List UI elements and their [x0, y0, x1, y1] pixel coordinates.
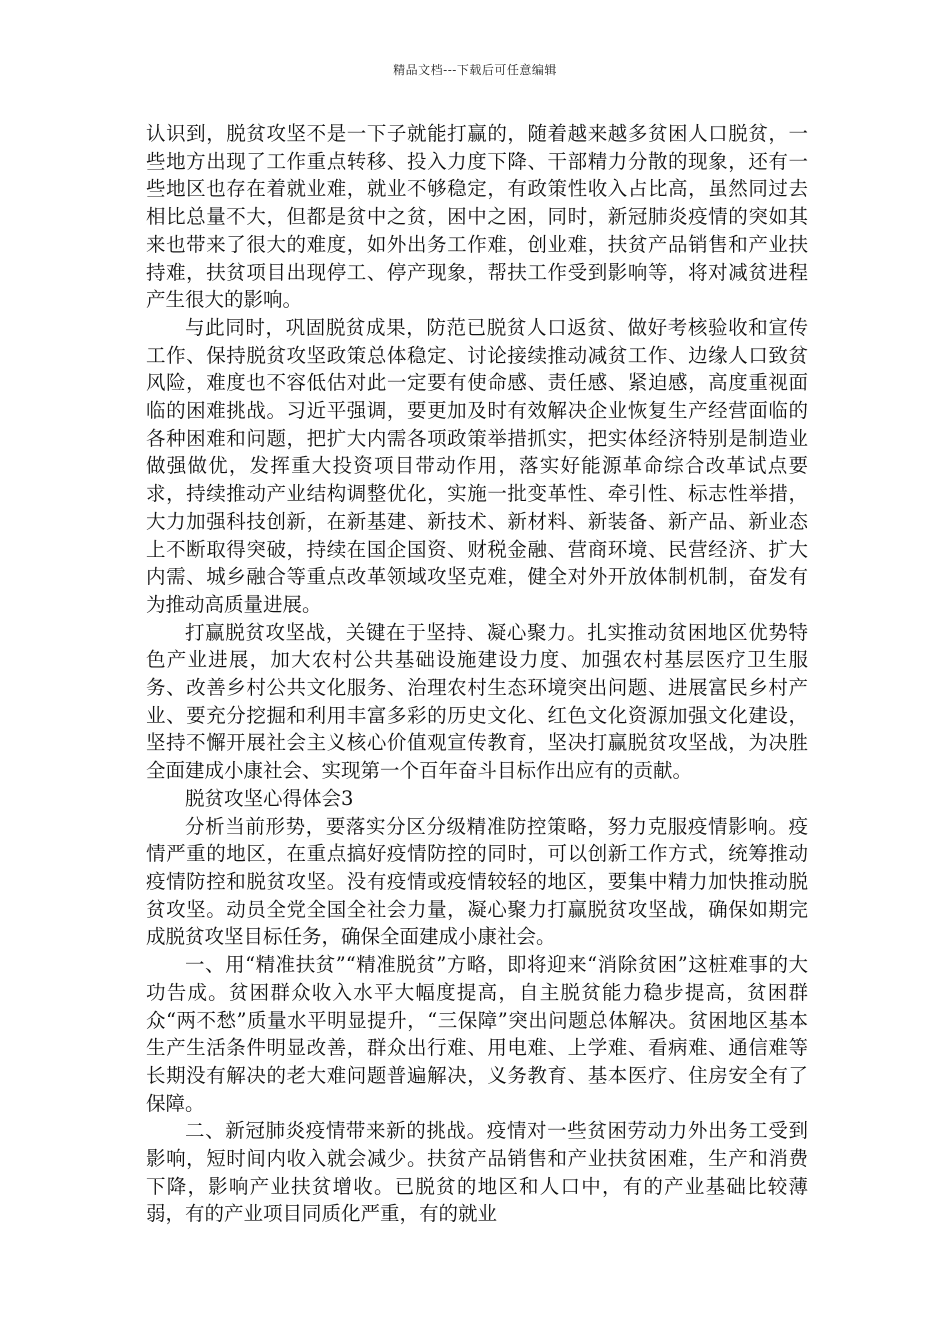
paragraph-6: 一、用“精准扶贫”“精准脱贫”方略，即将迎来“消除贫困”这桩难事的大功告成。贫困群众收入水平大幅度提高，自主脱贫能力稳步提高，贫困群众“两不愁”质量水平明显提升，“三保障”突出问题总体解决。贫困地区基本生产生活条件明显改善，群众出行难、用电难、上学难、看病难、通信难等长期没有解决的老大难问题普遍解决，义务教育、基本医疗、住房安全有了保障。	[146, 953, 808, 1115]
document-body	[146, 120, 808, 1228]
paragraph-5: 分析当前形势，要落实分区分级精准防控策略，努力克服疫情影响。疫情严重的地区，在重点搞好疫情防控的同时，可以创新工作方式，统筹推动疫情防控和脱贫攻坚。没有疫情或疫情较轻的地区，要集中精力加快推动脱贫攻坚。动员全党全国全社会力量，凝心聚力打赢脱贫攻坚战，确保如期完成脱贫攻坚目标任务，确保全面建成小康社会。	[146, 814, 808, 949]
paragraph-1: 认识到，脱贫攻坚不是一下子就能打赢的，随着越来越多贫困人口脱贫，一些地方出现了工作重点转移、投入力度下降、干部精力分散的现象，还有一些地区也存在着就业难，就业不够稳定，有政策性收入占比高，虽然同过去相比总量不大，但都是贫中之贫，困中之困，同时，新冠肺炎疫情的突如其来也带来了很大的难度，如外出务工作难，创业难，扶贫产品销售和产业扶持难，扶贫项目出现停工、停产现象，帮扶工作受到影响等，将对减贫进程产生很大的影响。	[146, 122, 808, 312]
paragraph-3: 打赢脱贫攻坚战，关键在于坚持、凝心聚力。扎实推动贫困地区优势特色产业进展，加大农村公共基础设施建设力度、加强农村基层医疗卫生服务、改善乡村公共文化服务、治理农村生态环境突出问题、进展富民乡村产业、要充分挖掘和利用丰富多彩的历史文化、红色文化资源加强文化建设，坚持不懈开展社会主义核心价值观宣传教育，坚决打赢脱贫攻坚战，为决胜全面建成小康社会、实现第一个百年奋斗目标作出应有的贡献。	[146, 620, 808, 783]
page-header: 精品文档---下载后可任意编辑	[393, 63, 557, 77]
paragraph-2: 与此同时，巩固脱贫成果，防范已脱贫人口返贫、做好考核验收和宣传工作、保持脱贫攻坚政策总体稳定、讨论接续推动减贫工作、边缘人口致贫风险，难度也不容低估对此一定要有使命感、责任感、紧迫感，高度重视面临的困难挑战。习近平强调，要更加及时有效解决企业恢复生产经营面临的各种困难和问题，把扩大内需各项政策举措抓实，把实体经济特别是制造业做强做优，发挥重大投资项目带动作用，落实好能源革命综合改革试点要求，持续推动产业结构调整优化，实施一批变革性、牵引性、标志性举措，大力加强科技创新，在新基建、新技术、新材料、新装备、新产品、新业态上不断取得突破，持续在国企国资、财税金融、营商环境、民营经济、扩大内需、城乡融合等重点改革领域攻坚克难，健全对外开放体制机制，奋发有为推动高质量进展。	[146, 315, 808, 616]
paragraph-7: 二、新冠肺炎疫情带来新的挑战。疫情对一些贫困劳动力外出务工受到影响，短时间内收入就会减少。扶贫产品销售和产业扶贫困难，生产和消费下降，影响产业扶贫增收。已脱贫的地区和人口中，有的产业基础比较薄弱，有的产业项目同质化严重，有的就业	[146, 1119, 808, 1226]
section-heading: 脱贫攻坚心得体会3	[185, 786, 354, 810]
